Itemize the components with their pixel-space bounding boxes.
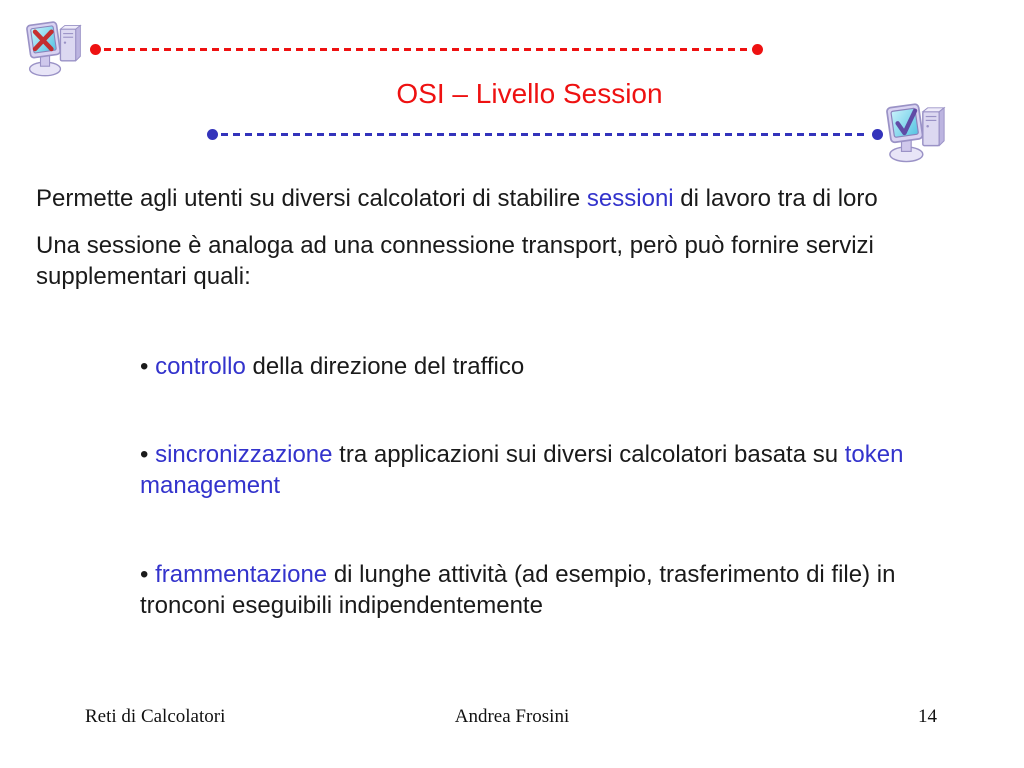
red-line-start-dot (90, 44, 101, 55)
computer-error-icon (26, 20, 84, 83)
body-text-segment: • (140, 561, 156, 588)
red-line-end-dot (752, 44, 763, 55)
bullet-item (140, 559, 985, 621)
footer-page-number: 14 (918, 706, 937, 727)
paragraph (36, 230, 961, 292)
footer-author: Andrea Frosini (454, 706, 570, 727)
footer-course: Reti di Calcolatori (85, 706, 226, 727)
body-text-segment: di lavoro tra di loro (673, 185, 878, 212)
keyword-text: frammentazione (155, 561, 328, 588)
keyword-text: controllo (155, 353, 246, 380)
body-text-segment: Una sessione è analoga ad una connessione transport, però può fornire servizi supplementari quali: (36, 232, 874, 290)
blue-dashed-line (221, 133, 868, 136)
keyword-text: sessioni (586, 185, 674, 212)
blue-line-start-dot (207, 129, 218, 140)
body-text-segment: Permette agli utenti su diversi calcolatori di stabilire (36, 185, 587, 212)
body-text-segment: della direzione del traffico (245, 353, 525, 380)
computer-ok-icon (886, 102, 948, 169)
bullet-item (140, 351, 985, 382)
red-dashed-line (104, 48, 750, 51)
keyword-text: token management (140, 441, 904, 499)
paragraph (36, 183, 961, 214)
bullet-item (140, 439, 985, 501)
page-title: OSI – Livello Session (396, 78, 663, 109)
body-text-segment: • (140, 353, 156, 380)
body-text-segment: di lunghe attività (ad esempio, trasferimento di file) in tronconi eseguibili indipendentemente (140, 561, 896, 619)
body-text-segment: tra applicazioni sui diversi calcolatori basata su (332, 441, 845, 468)
blue-line-end-dot (872, 129, 883, 140)
keyword-text: sincronizzazione (155, 441, 333, 468)
body-text-segment: • (140, 441, 156, 468)
